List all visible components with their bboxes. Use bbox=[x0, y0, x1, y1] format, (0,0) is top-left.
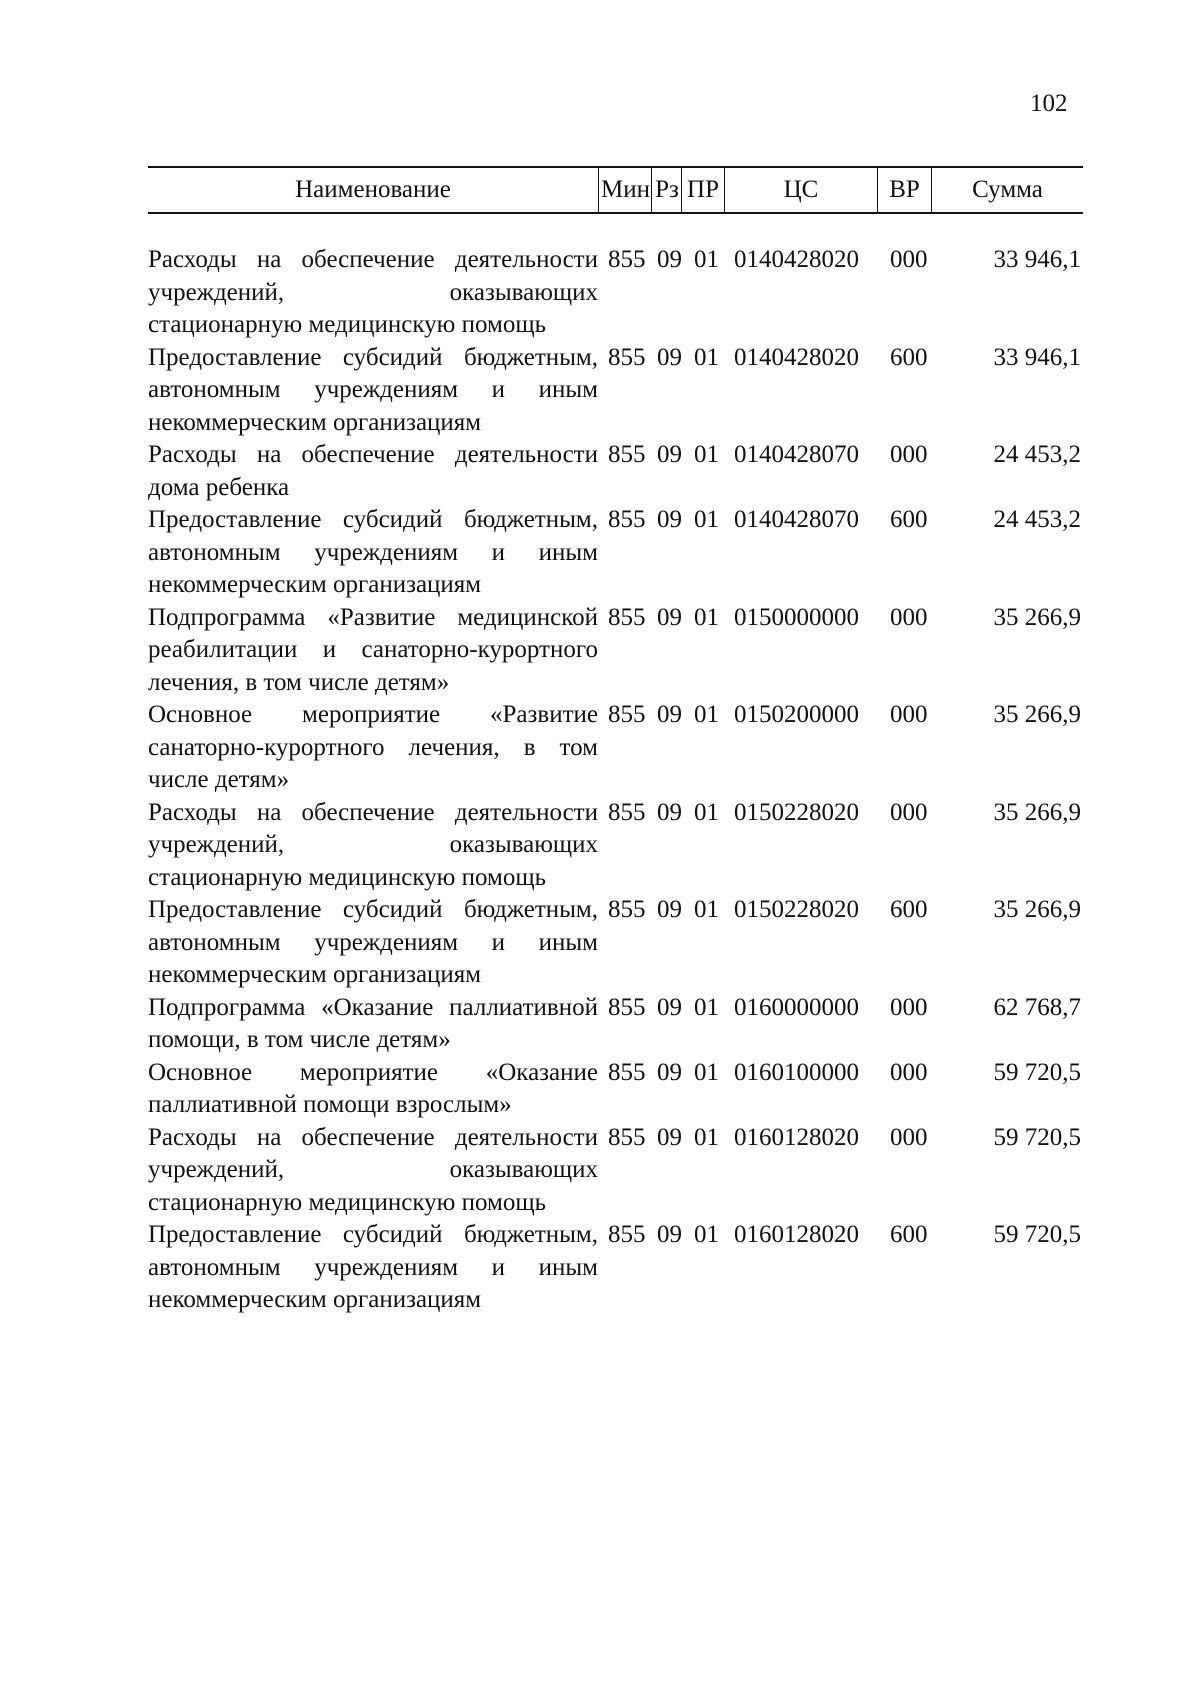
row-sum: 35 266,9 bbox=[993, 603, 1081, 631]
row-pr: 01 bbox=[694, 246, 719, 273]
row-sum: 33 946,1 bbox=[993, 246, 1081, 273]
row-rz: 09 bbox=[657, 246, 682, 273]
row-sum: 35 266,9 bbox=[993, 701, 1081, 728]
row-pr: 01 bbox=[694, 1221, 719, 1248]
row-rz: 09 bbox=[657, 343, 682, 371]
row-pr: 01 bbox=[694, 701, 719, 728]
table-row bbox=[148, 1219, 1093, 1317]
row-sum: 59 720,5 bbox=[993, 1221, 1081, 1248]
page-number: 102 bbox=[1030, 90, 1068, 117]
row-pr: 01 bbox=[694, 993, 719, 1021]
row-sum: 33 946,1 bbox=[993, 343, 1081, 371]
row-rz: 09 bbox=[657, 1123, 682, 1151]
row-cs: 0150228020 bbox=[734, 896, 859, 923]
row-rz: 09 bbox=[657, 506, 682, 533]
row-rz: 09 bbox=[657, 441, 682, 468]
row-min: 855 bbox=[608, 441, 646, 468]
table-row bbox=[148, 699, 1093, 797]
row-vr: 600 bbox=[890, 1221, 928, 1248]
row-name: Основное мероприятие «Оказание паллиативной помощи взрослым» bbox=[148, 1058, 598, 1118]
row-cs: 0140428020 bbox=[734, 343, 859, 371]
row-cs: 0140428070 bbox=[734, 506, 859, 533]
row-rz: 09 bbox=[657, 701, 682, 728]
row-pr: 01 bbox=[694, 1123, 719, 1151]
table-row bbox=[148, 504, 1093, 602]
header-name: Наименование bbox=[295, 176, 451, 203]
row-name: Расходы на обеспечение деятельности дома ребенка bbox=[148, 441, 598, 501]
row-name: Расходы на обеспечение деятельности учреждений, оказывающих стационарную медицинскую помощь bbox=[148, 798, 598, 891]
row-min: 855 bbox=[608, 603, 646, 631]
row-name: Предоставление субсидий бюджетным, автономным учреждениям и иным некоммерческим организациям bbox=[148, 896, 598, 988]
row-name: Предоставление субсидий бюджетным, автономным учреждениям и иным некоммерческим организациям bbox=[148, 1221, 598, 1313]
row-cs: 0160000000 bbox=[734, 993, 859, 1021]
row-rz: 09 bbox=[657, 993, 682, 1021]
header-sum: Сумма bbox=[972, 176, 1043, 203]
row-cs: 0140428020 bbox=[734, 246, 859, 273]
row-vr: 000 bbox=[890, 1123, 928, 1151]
row-vr: 600 bbox=[890, 343, 928, 371]
row-cs: 0160128020 bbox=[734, 1123, 859, 1151]
header-vr: ВР bbox=[877, 168, 932, 212]
row-pr: 01 bbox=[694, 343, 719, 371]
row-pr: 01 bbox=[694, 798, 719, 826]
table-row bbox=[148, 1057, 1093, 1122]
table-row bbox=[148, 992, 1093, 1057]
row-sum: 59 720,5 bbox=[993, 1058, 1081, 1086]
row-cs: 0150228020 bbox=[734, 798, 859, 826]
header-min: Мин bbox=[598, 168, 652, 212]
row-min: 855 bbox=[608, 343, 646, 371]
table-row bbox=[148, 894, 1093, 992]
row-min: 855 bbox=[608, 506, 646, 533]
table-header bbox=[148, 166, 1083, 214]
header-pr: ПР bbox=[681, 168, 725, 212]
row-sum: 35 266,9 bbox=[993, 896, 1081, 923]
row-name: Предоставление субсидий бюджетным, автономным учреждениям и иным некоммерческим организациям bbox=[148, 506, 598, 598]
row-sum: 24 453,2 bbox=[993, 441, 1081, 468]
row-min: 855 bbox=[608, 246, 646, 273]
row-vr: 000 bbox=[890, 246, 928, 273]
row-rz: 09 bbox=[657, 896, 682, 923]
table-row bbox=[148, 602, 1093, 700]
row-vr: 000 bbox=[890, 701, 928, 728]
header-rz: Рз bbox=[651, 168, 682, 212]
row-rz: 09 bbox=[657, 798, 682, 826]
row-min: 855 bbox=[608, 1123, 646, 1151]
row-pr: 01 bbox=[694, 603, 719, 631]
row-vr: 000 bbox=[890, 441, 928, 468]
row-sum: 24 453,2 bbox=[993, 506, 1081, 533]
table-row bbox=[148, 342, 1093, 440]
row-pr: 01 bbox=[694, 441, 719, 468]
row-rz: 09 bbox=[657, 603, 682, 631]
row-min: 855 bbox=[608, 993, 646, 1021]
row-vr: 600 bbox=[890, 896, 928, 923]
row-min: 855 bbox=[608, 1221, 646, 1248]
row-sum: 35 266,9 bbox=[993, 798, 1081, 826]
row-name: Расходы на обеспечение деятельности учреждений, оказывающих стационарную медицинскую помощь bbox=[148, 1123, 598, 1216]
header-cs: ЦС bbox=[783, 176, 819, 203]
row-cs: 0140428070 bbox=[734, 441, 859, 468]
table-row bbox=[148, 439, 1093, 504]
row-cs: 0160100000 bbox=[734, 1058, 859, 1086]
table-row bbox=[148, 1122, 1093, 1220]
row-cs: 0150000000 bbox=[734, 603, 859, 631]
row-min: 855 bbox=[608, 798, 646, 826]
row-rz: 09 bbox=[657, 1221, 682, 1248]
row-sum: 59 720,5 bbox=[993, 1123, 1081, 1151]
row-pr: 01 bbox=[694, 506, 719, 533]
row-vr: 000 bbox=[890, 1058, 928, 1086]
row-cs: 0160128020 bbox=[734, 1221, 859, 1248]
row-rz: 09 bbox=[657, 1058, 682, 1086]
table-body bbox=[148, 244, 1093, 1317]
row-name: Расходы на обеспечение деятельности учреждений, оказывающих стационарную медицинскую помощь bbox=[148, 246, 598, 338]
row-vr: 000 bbox=[890, 603, 928, 631]
row-vr: 000 bbox=[890, 798, 928, 826]
table-row bbox=[148, 244, 1093, 342]
row-min: 855 bbox=[608, 1058, 646, 1086]
row-vr: 000 bbox=[890, 993, 928, 1021]
row-name: Основное мероприятие «Развитие санаторно-курортного лечения, в том числе детям» bbox=[148, 701, 598, 793]
row-name: Подпрограмма «Оказание паллиативной помощи, в том числе детям» bbox=[148, 993, 598, 1053]
row-pr: 01 bbox=[694, 896, 719, 923]
row-name: Подпрограмма «Развитие медицинской реабилитации и санаторно-курортного лечения, в том числе детям» bbox=[148, 603, 598, 696]
row-sum: 62 768,7 bbox=[993, 993, 1081, 1021]
row-min: 855 bbox=[608, 896, 646, 923]
table-row bbox=[148, 797, 1093, 895]
row-name: Предоставление субсидий бюджетным, автономным учреждениям и иным некоммерческим организациям bbox=[148, 343, 598, 436]
row-cs: 0150200000 bbox=[734, 701, 859, 728]
row-pr: 01 bbox=[694, 1058, 719, 1086]
row-vr: 600 bbox=[890, 506, 928, 533]
row-min: 855 bbox=[608, 701, 646, 728]
